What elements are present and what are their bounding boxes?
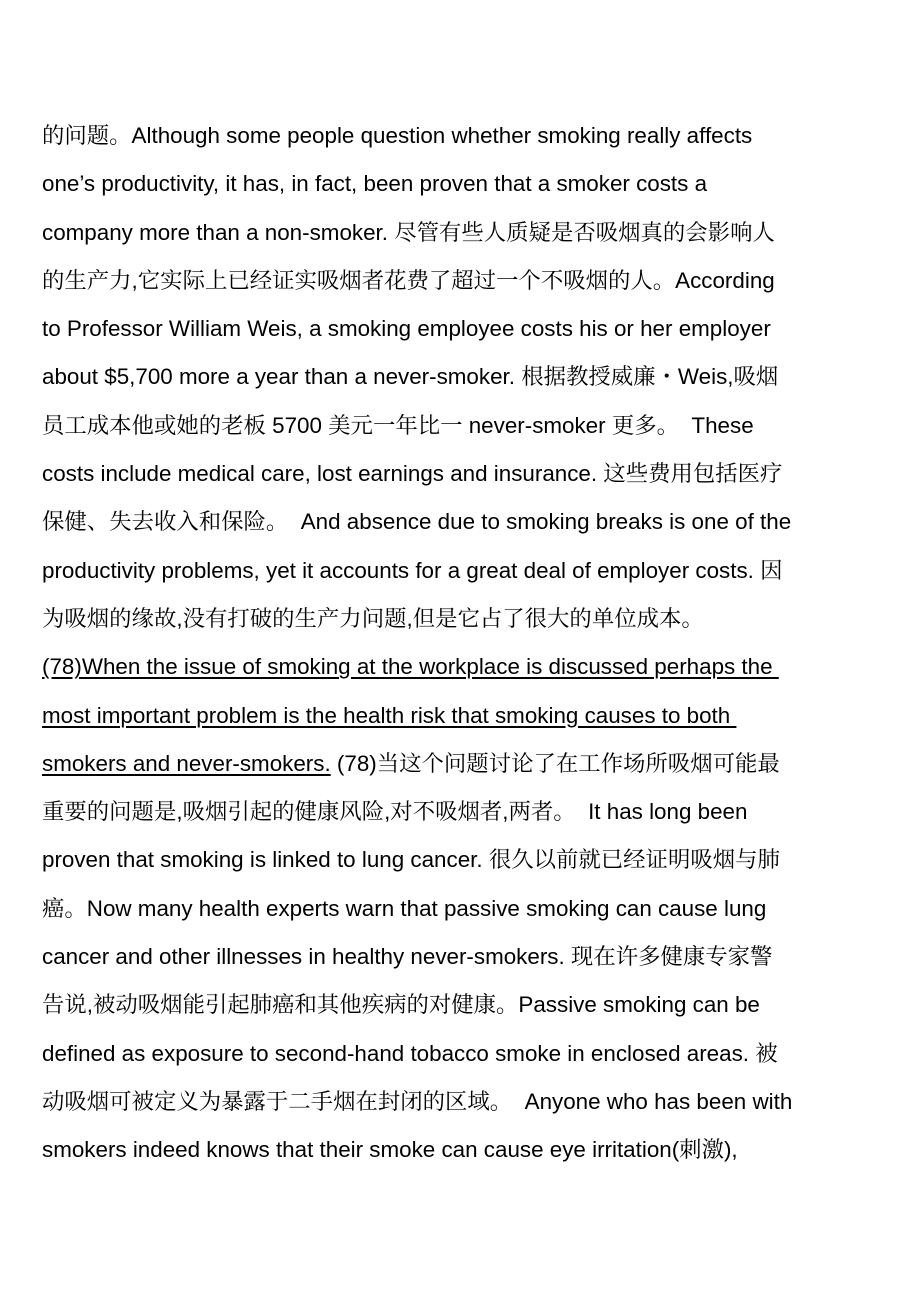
text-line: 的生产力,它实际上已经证实吸烟者花费了超过一个不吸烟的人。According [42,267,775,293]
text-line: 动吸烟可被定义为暴露于二手烟在封闭的区域。 Anyone who has been with [42,1088,793,1114]
text-line: about $5,700 more a year than a never-smoker. 根据教授威廉・Weis,吸烟 [42,364,779,390]
text-line: 为吸烟的缘故,没有打破的生产力问题,但是它占了很大的单位成本。 [42,605,704,631]
text-line: defined as exposure to second-hand tobacco smoke in enclosed areas. 被 [42,1040,778,1066]
document-body [42,112,874,1175]
text-line: to Professor William Weis, a smoking employee costs his or her employer [42,316,771,342]
text-line: 重要的问题是,吸烟引起的健康风险,对不吸烟者,两者。 It has long been [42,799,748,825]
text-line: 的问题。Although some people question whether smoking really affects [42,123,753,148]
text-line: costs include medical care, lost earnings and insurance. 这些费用包括医疗 [42,461,783,487]
text-line: 告说,被动吸烟能引起肺癌和其他疾病的对健康。Passive smoking can be [42,992,760,1018]
underlined-sentence-line: (78)When the issue of smoking at the workplace is discussed perhaps the [42,654,779,680]
underlined-sentence-end: smokers and never-smokers. [42,750,331,776]
text-line: 保健、失去收入和保险。 And absence due to smoking breaks is one of the [42,509,792,535]
text-line: 癌。Now many health experts warn that passive smoking can cause lung [42,895,767,921]
text-line: company more than a non-smoker. 尽管有些人质疑是否吸烟真的会影响人 [42,219,775,245]
text-segment: (78)当这个问题讨论了在工作场所吸烟可能最 [330,750,780,776]
text-line: 员工成本他或她的老板 5700 美元一年比一 never-smoker 更多。 These [42,412,754,438]
text-line: proven that smoking is linked to lung cancer. 很久以前就已经证明吸烟与肺 [42,847,780,873]
text-line: one’s productivity, it has, in fact, been proven that a smoker costs a [42,171,708,197]
text-line-mixed [42,740,874,788]
underlined-sentence-line: most important problem is the health risk that smoking causes to both [42,702,737,728]
text-line: productivity problems, yet it accounts for a great deal of employer costs. 因 [42,557,783,583]
text-line: cancer and other illnesses in healthy never-smokers. 现在许多健康专家警 [42,944,773,970]
text-line: smokers indeed knows that their smoke can cause eye irritation(刺激), [42,1137,738,1163]
